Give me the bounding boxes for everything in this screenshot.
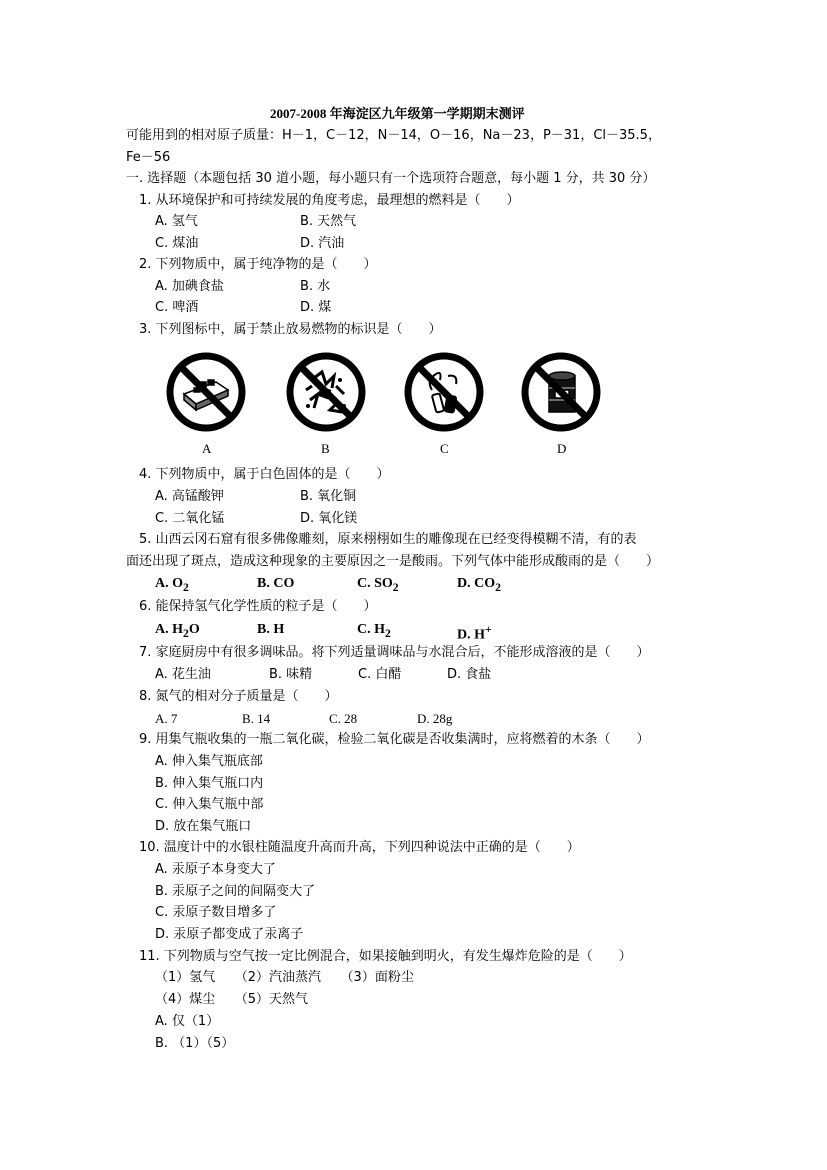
no-matches-sign-icon bbox=[164, 350, 248, 434]
q10-option-d: D. 汞原子都变成了汞离子 bbox=[155, 927, 304, 942]
q6-option-d: D. H+ bbox=[457, 623, 492, 643]
q11-items-row2: （4）煤尘 （5）天然气 bbox=[155, 992, 309, 1007]
q11-option-a: A. 仅（1） bbox=[155, 1014, 220, 1029]
q11-option-b: B. （1）（5） bbox=[155, 1036, 235, 1051]
no-flammable-drum-sign-icon bbox=[519, 350, 603, 434]
q10-option-b: B. 汞原子之间的间隔变大了 bbox=[155, 884, 316, 899]
sign-label-a: A bbox=[202, 441, 212, 456]
question-9-stem: 9. 用集气瓶收集的一瓶二氧化碳，检验二氧化碳是否收集满时，应将燃着的木条（ ） bbox=[139, 732, 650, 747]
q5-option-b: B. CO bbox=[257, 576, 295, 591]
question-4-stem: 4. 下列物质中，属于白色固体的是（ ） bbox=[139, 467, 390, 482]
question-10-stem: 10. 温度计中的水银柱随温度升高而升高，下列四种说法中正确的是（ ） bbox=[139, 840, 580, 855]
q7-option-c: C. 白醋 bbox=[358, 667, 402, 682]
q6-option-c: C. $H_2$ bbox=[357, 622, 391, 640]
question-11-stem: 11. 下列物质与空气按一定比例混合，如果接触到明火，有发生爆炸危险的是（ ） bbox=[139, 949, 632, 964]
q10-option-a: A. 汞原子本身变大了 bbox=[155, 862, 276, 877]
question-1-stem: 1. 从环境保护和可持续发展的角度考虑，最理想的燃料是（ ） bbox=[139, 193, 520, 208]
q7-option-b: B. 味精 bbox=[269, 667, 313, 682]
no-fireworks-sign-icon bbox=[284, 350, 368, 434]
q4-option-a: A. 高锰酸钾 bbox=[155, 489, 224, 504]
sign-label-c: C bbox=[440, 441, 449, 456]
q1-option-a: A. 氢气 bbox=[155, 214, 198, 229]
question-7-stem: 7. 家庭厨房中有很多调味品。将下列适量调味品与水混合后，不能形成溶液的是（ ） bbox=[139, 645, 650, 660]
q5-option-d: D. $CO_2$ bbox=[457, 576, 501, 594]
question-6-stem: 6. 能保持氢气化学性质的粒子是（ ） bbox=[139, 599, 377, 614]
q7-option-d: D. 食盐 bbox=[447, 667, 492, 682]
q9-option-c: C. 伸入集气瓶中部 bbox=[155, 797, 264, 812]
q2-option-a: A. 加碘食盐 bbox=[155, 279, 224, 294]
q7-option-a: A. 花生油 bbox=[155, 667, 211, 682]
sign-label-d: D bbox=[557, 441, 567, 456]
q8-option-a: A. 7 bbox=[155, 711, 178, 726]
atomic-mass-line: Fe－56 bbox=[126, 150, 171, 165]
q4-option-c: C. 二氧化锰 bbox=[155, 511, 225, 526]
question-2-stem: 2. 下列物质中，属于纯净物的是（ ） bbox=[139, 257, 377, 272]
no-smoking-sign-icon bbox=[402, 350, 486, 434]
q9-option-a: A. 伸入集气瓶底部 bbox=[155, 754, 263, 769]
q5-option-c: C. $SO_2$ bbox=[357, 576, 399, 594]
sign-label-b: B bbox=[321, 441, 330, 456]
q1-option-c: C. 煤油 bbox=[155, 236, 199, 251]
q6-option-a: A. $H_2O$ bbox=[155, 622, 200, 640]
q1-option-b: B. 天然气 bbox=[300, 214, 357, 229]
q8-option-b: B. 14 bbox=[242, 711, 271, 726]
question-5-stem-cont: 面还出现了斑点，造成这种现象的主要原因之一是酸雨。下列气体中能形成酸雨的是（ ） bbox=[126, 554, 660, 569]
q2-option-d: D. 煤 bbox=[300, 300, 332, 315]
q11-items-row1: （1）氢气 （2）汽油蒸汽 （3）面粉尘 bbox=[155, 970, 414, 985]
question-5-stem: 5. 山西云冈石窟有很多佛像雕刻，原来栩栩如生的雕像现在已经变得模糊不清，有的表 bbox=[139, 532, 637, 547]
page-title: 2007-2008 年海淀区九年级第一学期期末测评 bbox=[270, 106, 525, 121]
q10-option-c: C. 汞原子数目增多了 bbox=[155, 905, 277, 920]
q4-option-b: B. 氧化铜 bbox=[300, 489, 357, 504]
q2-option-c: C. 啤酒 bbox=[155, 300, 199, 315]
q1-option-d: D. 汽油 bbox=[300, 236, 345, 251]
q9-option-d: D. 放在集气瓶口 bbox=[155, 819, 252, 834]
q8-option-d: D. 28g bbox=[417, 711, 453, 726]
question-8-stem: 8. 氮气的相对分子质量是（ ） bbox=[139, 689, 338, 704]
question-3-stem: 3. 下列图标中，属于禁止放易燃物的标识是（ ） bbox=[139, 322, 442, 337]
q8-option-c: C. 28 bbox=[329, 711, 358, 726]
q4-option-d: D. 氧化镁 bbox=[300, 511, 358, 526]
q6-option-b: B. H bbox=[257, 622, 285, 637]
q2-option-b: B. 水 bbox=[300, 279, 331, 294]
section-header: 一. 选择题（本题包括 30 道小题，每小题只有一个选项符合题意，每小题 1 分，共 30 分） bbox=[126, 171, 656, 186]
atomic-mass-line: 可能用到的相对原子质量：H－1，C－12，N－14，O－16，Na－23，P－31，Cl－35.5， bbox=[126, 128, 661, 143]
q5-option-a: A. $O_2$ bbox=[155, 576, 189, 594]
q9-option-b: B. 伸入集气瓶口内 bbox=[155, 776, 264, 791]
